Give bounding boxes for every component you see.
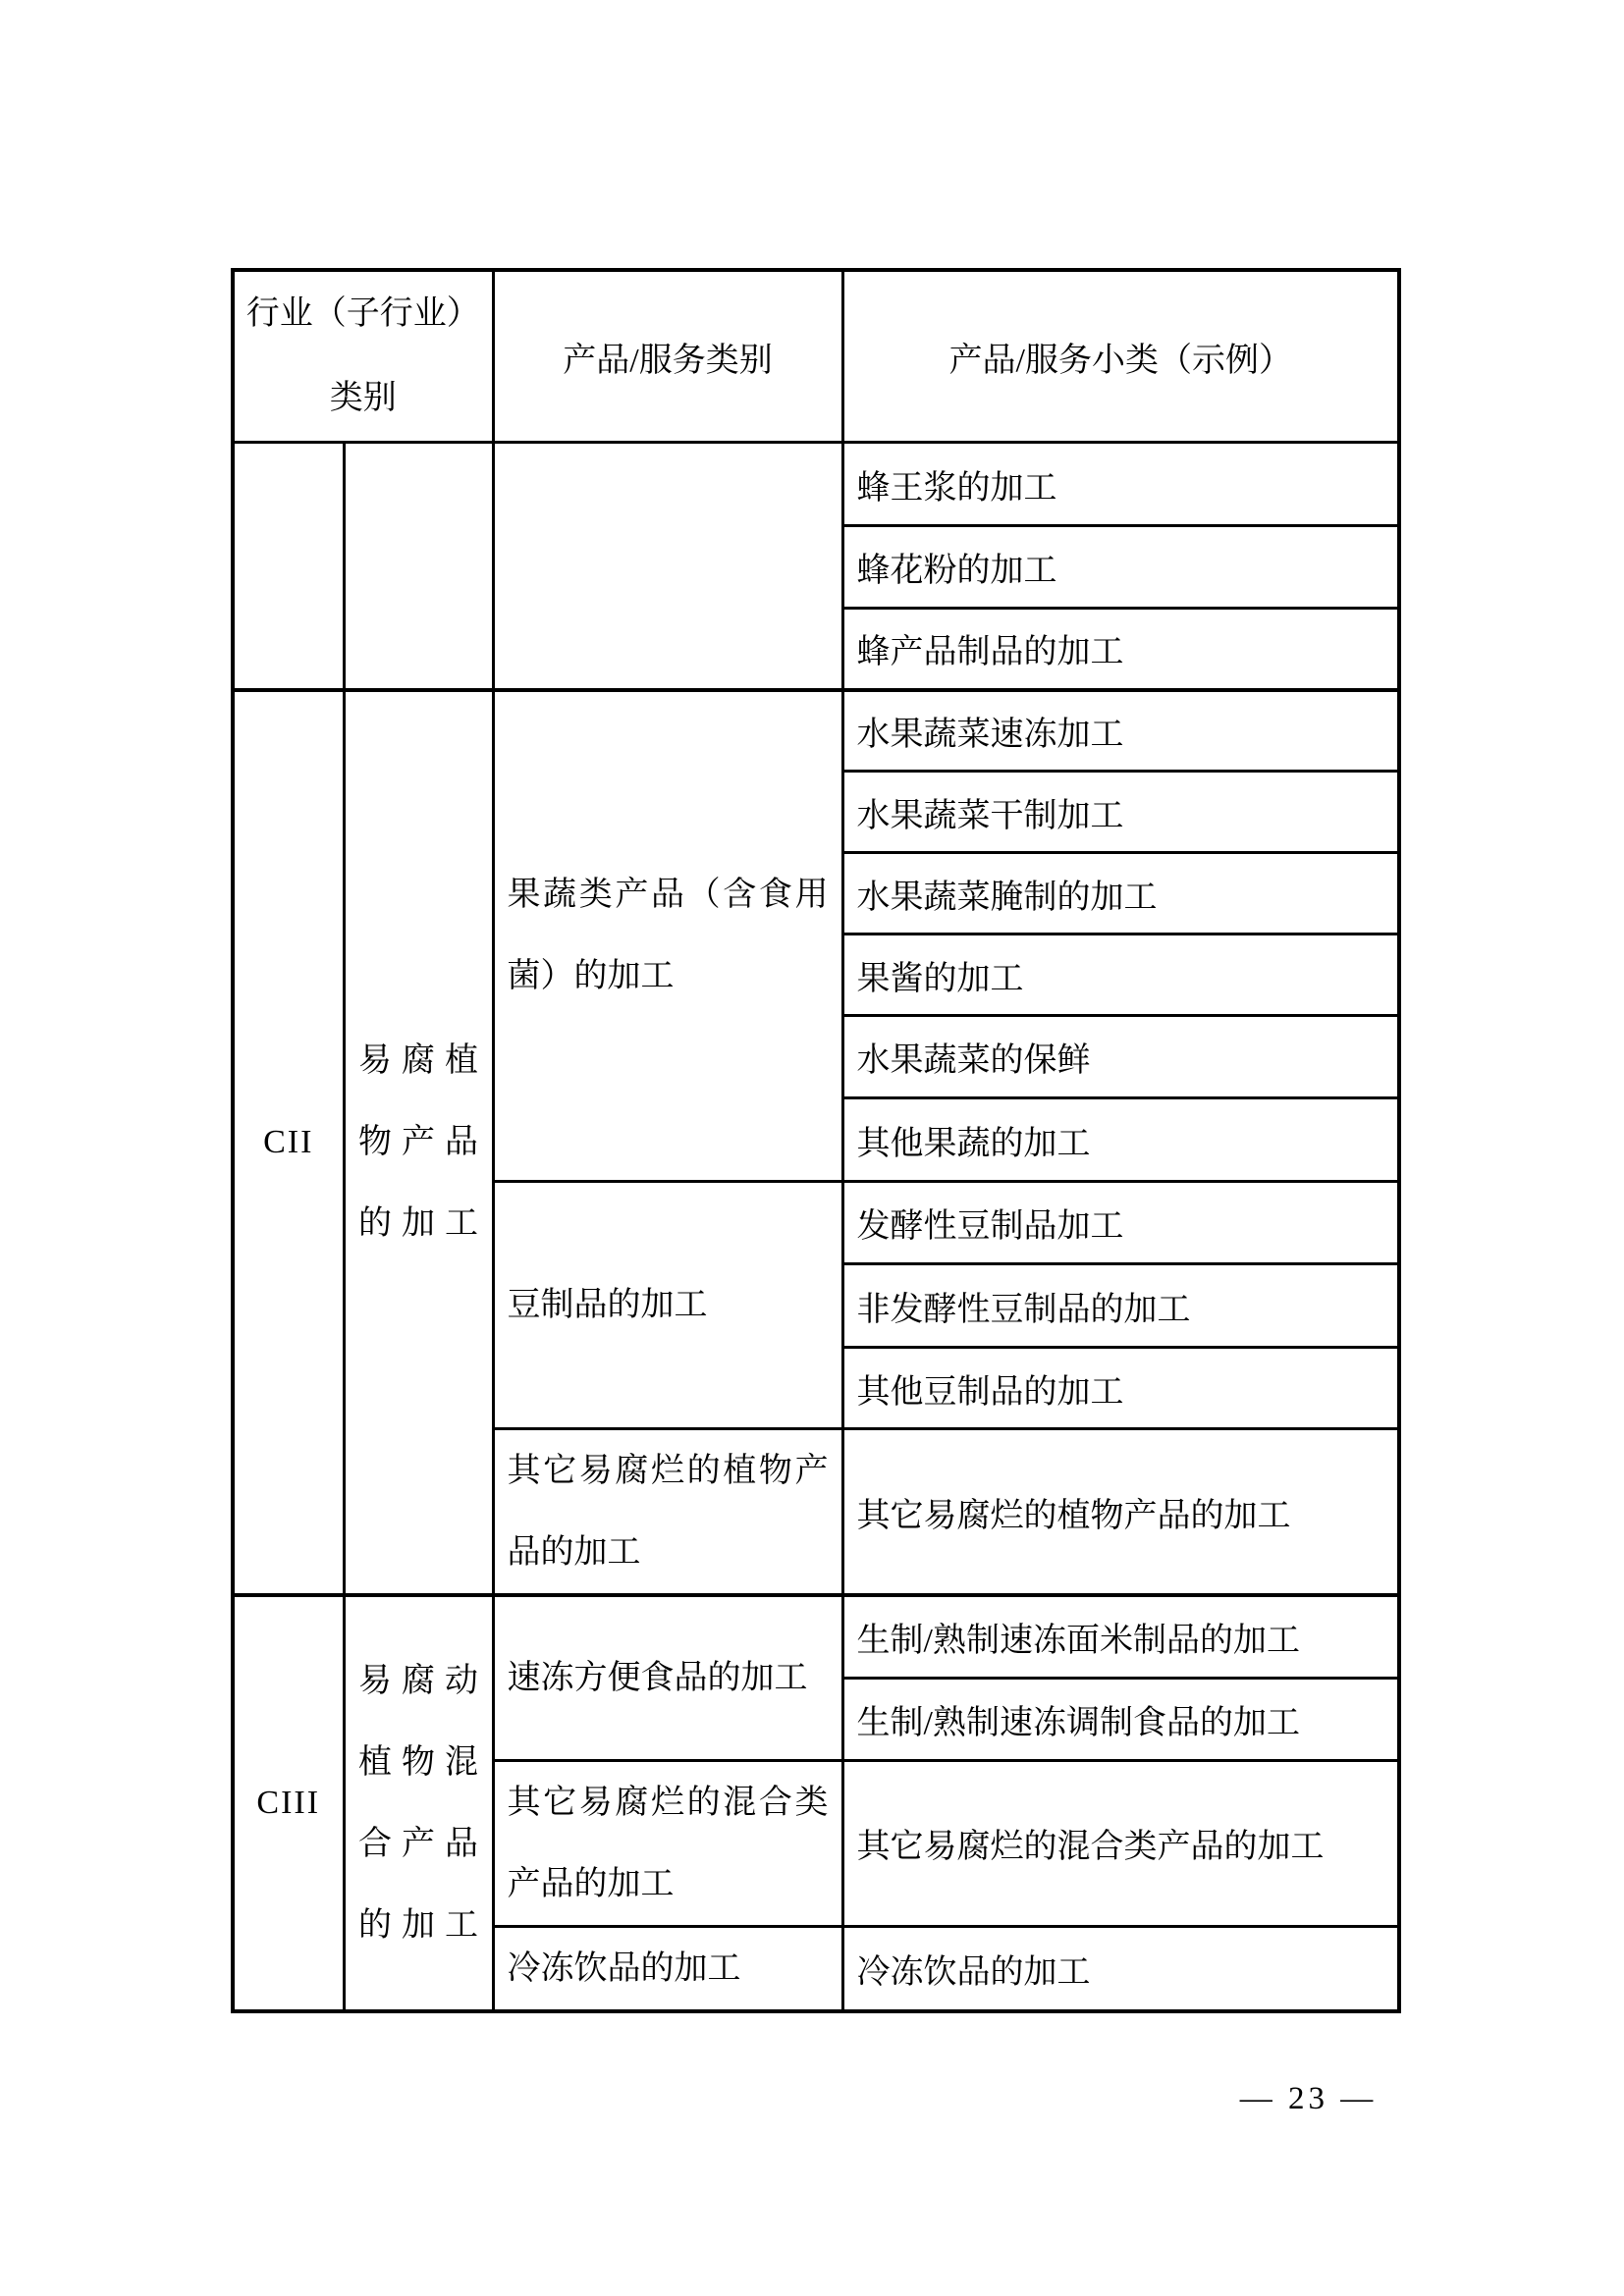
category-cell: 其它易腐烂的植物产品的加工 (493, 1429, 842, 1596)
header-product-category: 产品/服务类别 (493, 270, 842, 443)
item-cell: 非发酵性豆制品的加工 (842, 1264, 1399, 1348)
item-cell: 蜂花粉的加工 (842, 526, 1399, 609)
item-cell: 水果蔬菜的保鲜 (842, 1016, 1399, 1098)
category-cell: 豆制品的加工 (493, 1182, 842, 1429)
item-cell: 蜂王浆的加工 (842, 443, 1399, 526)
item-cell: 冷冻饮品的加工 (842, 1926, 1399, 2011)
item-cell: 果酱的加工 (842, 934, 1399, 1016)
code-cell-ciii: CIII (233, 1595, 344, 2011)
header-industry-line: 类别 (329, 380, 397, 416)
industry-name: 易腐动植物混合产品的加工 (358, 1662, 478, 1944)
empty-category-cell (493, 443, 842, 690)
category-cell: 其它易腐烂的混合类产品的加工 (493, 1760, 842, 1926)
header-industry-category (233, 270, 493, 443)
item-cell: 水果蔬菜干制加工 (842, 772, 1399, 853)
classification-table (231, 268, 1401, 2013)
empty-code-cell (233, 443, 344, 690)
item-cell: 水果蔬菜腌制的加工 (842, 853, 1399, 934)
empty-industry-cell (344, 443, 493, 690)
industry-cell-ciii (344, 1595, 493, 2011)
item-cell: 蜂产品制品的加工 (842, 609, 1399, 690)
category-cell: 冷冻饮品的加工 (493, 1926, 842, 2011)
item-cell: 发酵性豆制品加工 (842, 1182, 1399, 1264)
header-industry-line: 行业（子行业） (245, 295, 480, 332)
industry-cell-cii (344, 690, 493, 1596)
category-cell: 果蔬类产品（含食用菌）的加工 (493, 690, 842, 1182)
item-cell: 生制/熟制速冻面米制品的加工 (842, 1595, 1399, 1678)
industry-name: 易腐植物产品的加工 (358, 1042, 478, 1243)
item-cell: 生制/熟制速冻调制食品的加工 (842, 1678, 1399, 1760)
category-cell: 速冻方便食品的加工 (493, 1595, 842, 1760)
item-cell: 其他果蔬的加工 (842, 1098, 1399, 1182)
code-cell-cii: CII (233, 690, 344, 1596)
header-product-subcategory: 产品/服务小类（示例） (842, 270, 1399, 443)
item-cell: 其它易腐烂的混合类产品的加工 (842, 1760, 1399, 1926)
item-cell: 其他豆制品的加工 (842, 1348, 1399, 1429)
page-number: — 23 — (1239, 2081, 1378, 2116)
item-cell: 水果蔬菜速冻加工 (842, 690, 1399, 772)
item-cell: 其它易腐烂的植物产品的加工 (842, 1429, 1399, 1596)
